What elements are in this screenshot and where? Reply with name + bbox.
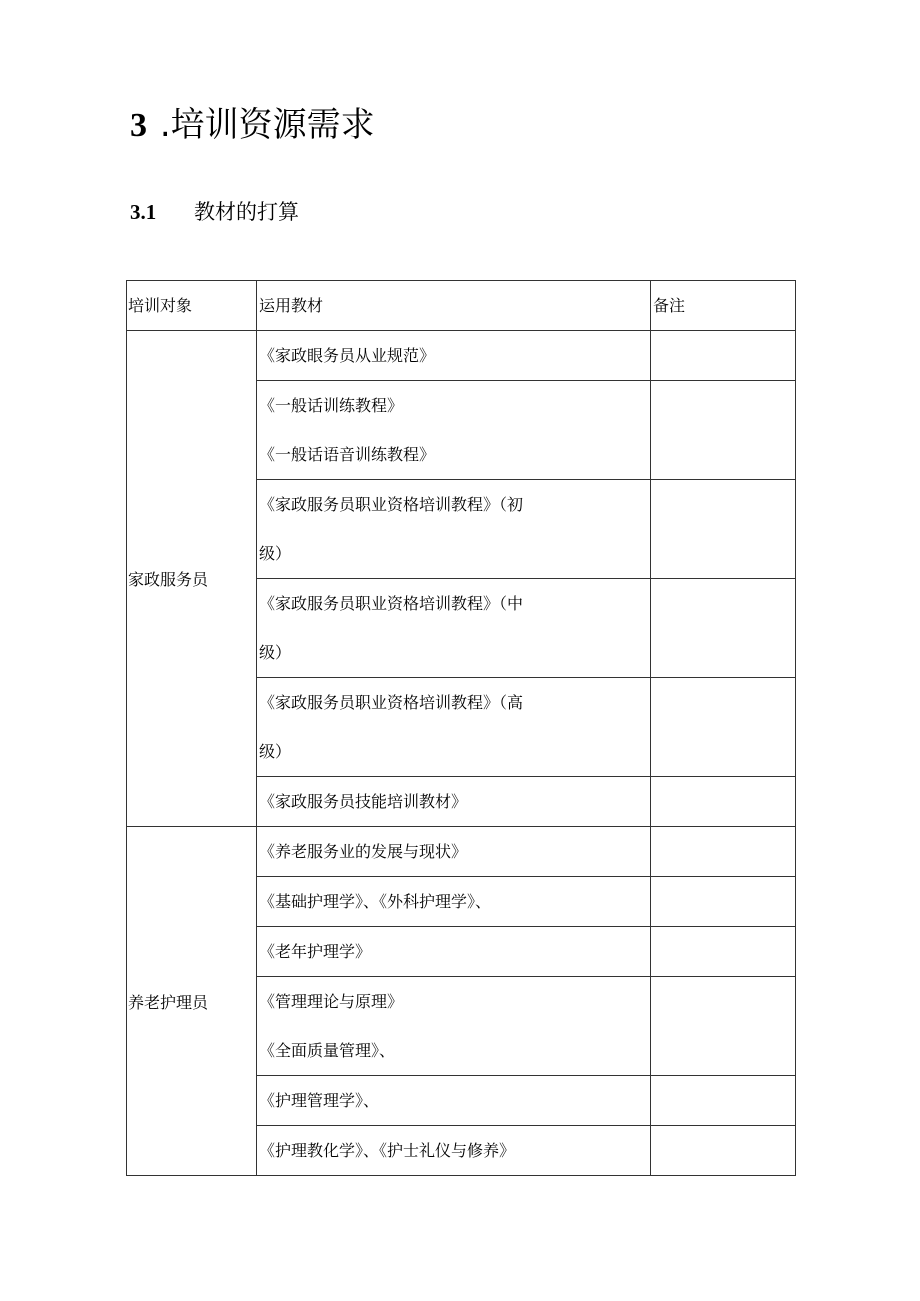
material-line: 《全面质量管理》、 <box>259 1041 396 1060</box>
note-cell <box>651 579 796 678</box>
section-title: .培训资源需求 <box>159 105 375 145</box>
note-cell <box>651 1076 796 1126</box>
materials-cell <box>257 777 651 827</box>
note-cell <box>651 777 796 827</box>
note-cell <box>651 1126 796 1176</box>
table-row <box>127 331 796 381</box>
table-header-row <box>127 281 796 331</box>
note-cell <box>651 678 796 777</box>
subsection-heading <box>130 196 299 228</box>
material-line: 《基础护理学》、《外科护理学》、 <box>259 892 492 911</box>
materials-cell <box>257 381 651 480</box>
material-line: 《护理管理学》、 <box>259 1091 380 1110</box>
materials-cell <box>257 927 651 977</box>
note-cell <box>651 927 796 977</box>
material-line: 《家政服务员职业资格培训教程》（初 <box>259 495 524 514</box>
materials-cell <box>257 827 651 877</box>
materials-cell <box>257 678 651 777</box>
note-cell <box>651 480 796 579</box>
materials-cell <box>257 877 651 927</box>
materials-cell <box>257 1076 651 1126</box>
note-cell <box>651 877 796 927</box>
note-cell <box>651 977 796 1076</box>
material-line: 《家政服务员职业资格培训教程》（高 <box>259 693 524 712</box>
target-cell: 养老护理员 <box>127 827 257 1176</box>
header-notes: 备注 <box>651 281 796 331</box>
note-cell <box>651 381 796 480</box>
materials-cell <box>257 977 651 1076</box>
subsection-number: 3.1 <box>130 200 157 224</box>
material-line: 《家政服务员技能培训教材》 <box>259 792 468 811</box>
materials-cell <box>257 579 651 678</box>
materials-table <box>126 280 796 1176</box>
material-line: 《养老服务业的发展与现状》 <box>259 842 468 861</box>
material-line: 级） <box>259 742 292 761</box>
header-materials: 运用教材 <box>257 281 651 331</box>
material-line: 《护理教化学》、《护士礼仪与修养》 <box>259 1141 516 1160</box>
material-line: 《一般话训练教程》 <box>259 396 404 415</box>
materials-cell <box>257 1126 651 1176</box>
note-cell <box>651 331 796 381</box>
header-target: 培训对象 <box>127 281 257 331</box>
material-line: 级） <box>259 643 292 662</box>
section-heading <box>130 100 375 150</box>
materials-cell <box>257 331 651 381</box>
material-line: 《老年护理学》 <box>259 942 372 961</box>
material-line: 《一般话语音训练教程》 <box>259 445 436 464</box>
target-cell: 家政服务员 <box>127 331 257 827</box>
subsection-title: 教材的打算 <box>194 200 299 224</box>
material-line: 《家政服务员职业资格培训教程》（中 <box>259 594 524 613</box>
materials-cell <box>257 480 651 579</box>
table-row <box>127 827 796 877</box>
note-cell <box>651 827 796 877</box>
material-line: 《管理理论与原理》 <box>259 992 404 1011</box>
section-number: 3 <box>130 107 147 144</box>
material-line: 《家政眼务员从业规范》 <box>259 346 436 365</box>
material-line: 级） <box>259 544 292 563</box>
